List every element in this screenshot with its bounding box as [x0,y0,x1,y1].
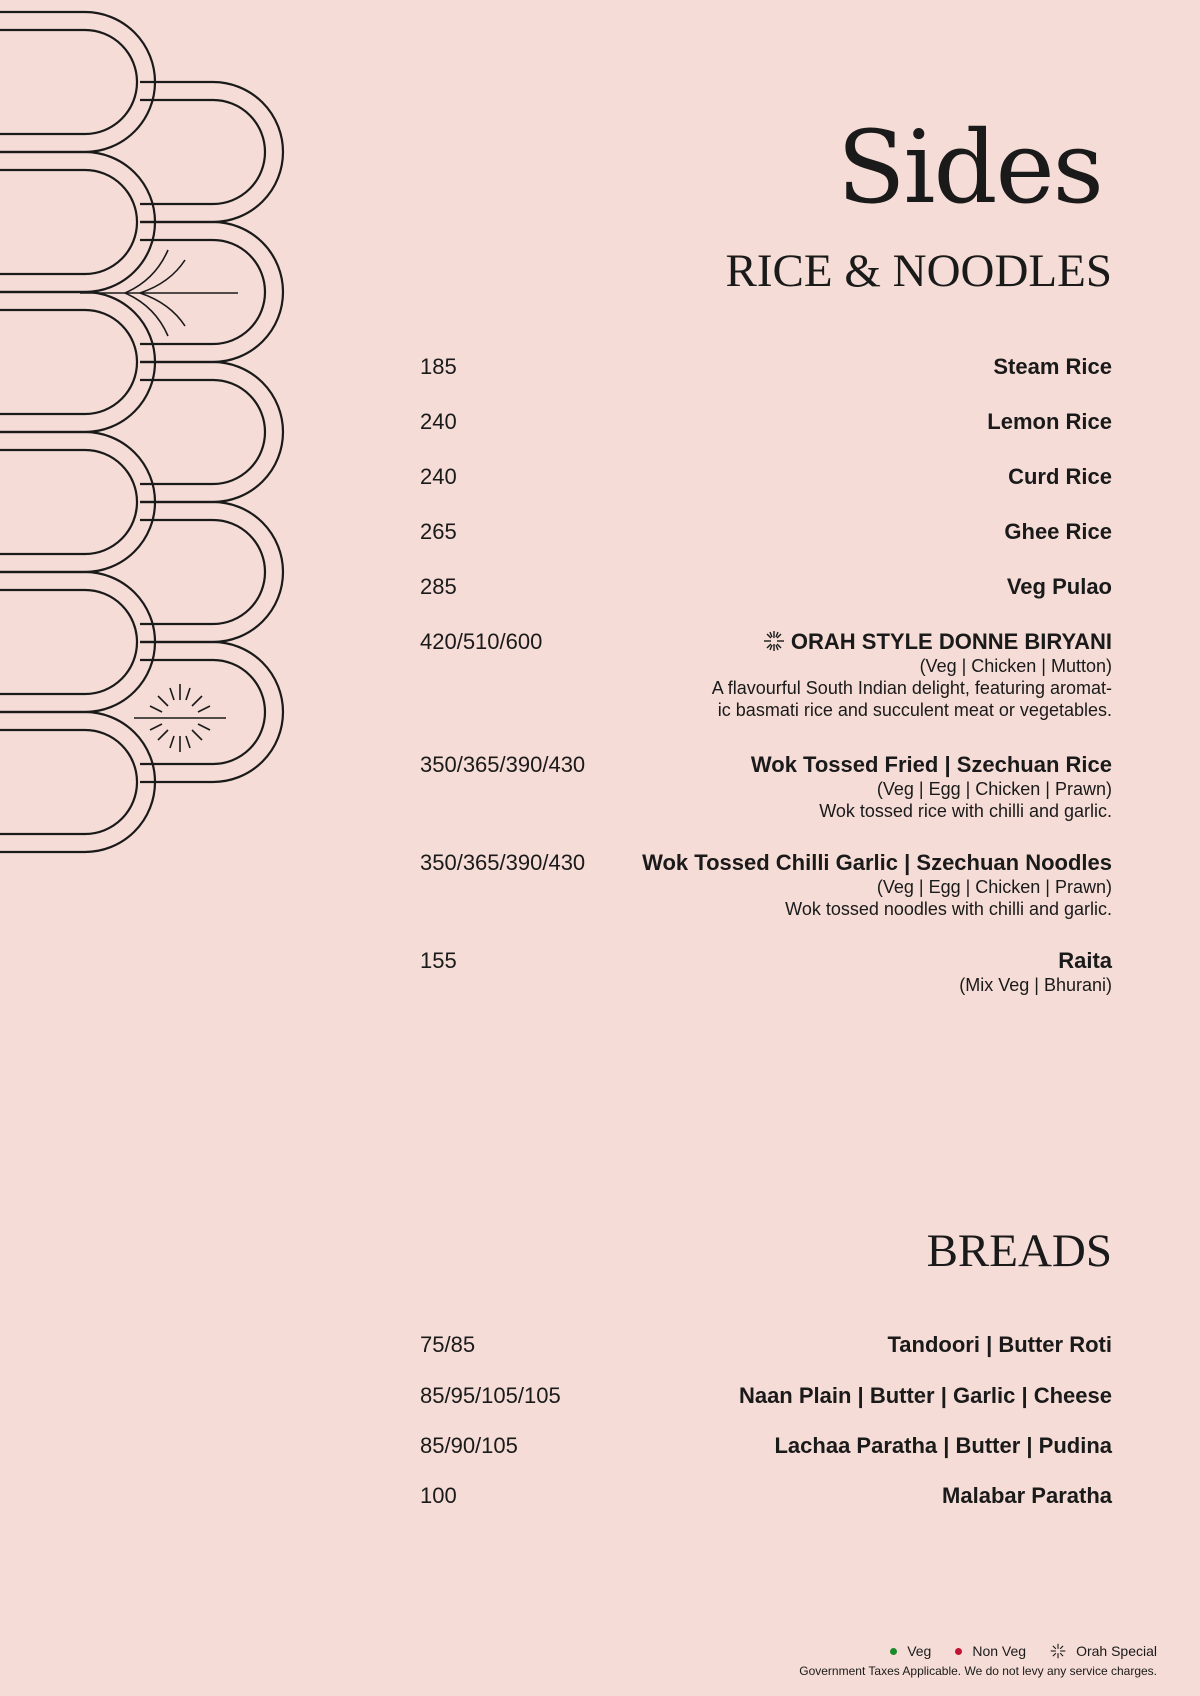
item-price: 240 [420,409,457,434]
item-name: Veg Pulao [1006,574,1112,599]
item-price: 100 [420,1483,457,1508]
item-price: 185 [420,354,457,379]
orah-special-icon [1050,1643,1066,1659]
menu-item [420,629,1112,721]
item-name: Wok Tossed Chilli Garlic | Szechuan Noodles [642,850,1112,875]
item-price: 85/95/105/105 [420,1383,561,1408]
item-variants: (Veg | Egg | Chicken | Prawn) [876,779,1112,799]
item-description: Wok tossed noodles with chilli and garlic. [785,899,1112,919]
item-name: Ghee Rice [1004,519,1112,544]
item-name: Steam Rice [993,354,1112,379]
item-name: ORAH STYLE DONNE BIRYANI [790,629,1112,654]
menu-item [420,850,1112,920]
item-variants: (Veg | Egg | Chicken | Prawn) [876,877,1112,897]
item-name: Wok Tossed Fried | Szechuan Rice [750,752,1112,777]
menu-item [420,464,1112,490]
item-price: 265 [420,519,457,544]
legend-special-label: Orah Special [1076,1643,1157,1659]
menu-item [420,574,1112,600]
item-price: 155 [420,948,457,973]
orah-special-icon [763,630,785,652]
footer [799,1641,1157,1679]
menu-item [420,1383,1112,1409]
item-name: Naan Plain | Butter | Garlic | Cheese [738,1383,1112,1408]
item-price: 350/365/390/430 [420,850,586,875]
legend-special [1050,1641,1157,1661]
item-name: Tandoori | Butter Roti [887,1332,1112,1357]
menu-item [420,752,1112,822]
menu-item [420,519,1112,545]
legend-veg-label: Veg [907,1643,932,1659]
nonveg-dot-icon [955,1648,962,1655]
item-name: Lachaa Paratha | Butter | Pudina [774,1433,1112,1458]
item-description: ic basmati rice and succulent meat or vegetables. [717,700,1112,720]
decorative-arches [0,0,300,880]
menu-item [420,1433,1112,1459]
item-name: Curd Rice [1008,464,1112,489]
item-variants: (Veg | Chicken | Mutton) [919,656,1112,676]
item-description: A flavourful South Indian delight, featuring aromat- [711,678,1112,698]
item-variants: (Mix Veg | Bhurani) [959,975,1112,995]
legend-veg [890,1641,931,1661]
item-price: 285 [420,574,457,599]
veg-dot-icon [890,1648,897,1655]
item-price: 85/90/105 [420,1433,518,1458]
item-price: 350/365/390/430 [420,752,586,777]
item-name: Raita [1058,948,1112,973]
item-price: 75/85 [420,1332,476,1357]
menu-item [420,409,1112,435]
legend-nonveg-label: Non Veg [972,1643,1027,1659]
tax-note: Government Taxes Applicable. We do not levy any service charges. [799,1664,1157,1678]
page-title: Sides [837,109,1102,226]
menu-item [420,1483,1112,1509]
menu-item [420,948,1112,996]
legend [799,1641,1157,1661]
item-name: Malabar Paratha [942,1483,1112,1508]
item-price: 420/510/600 [420,629,543,654]
section-title-breads: BREADS [926,1225,1112,1277]
item-price: 240 [420,464,457,489]
menu-item [420,1332,1112,1358]
legend-nonveg [955,1641,1026,1661]
item-description: Wok tossed rice with chilli and garlic. [819,801,1112,821]
section-title-rice-noodles: RICE & NOODLES [725,245,1112,297]
menu-item [420,354,1112,380]
item-name: Lemon Rice [987,409,1112,434]
